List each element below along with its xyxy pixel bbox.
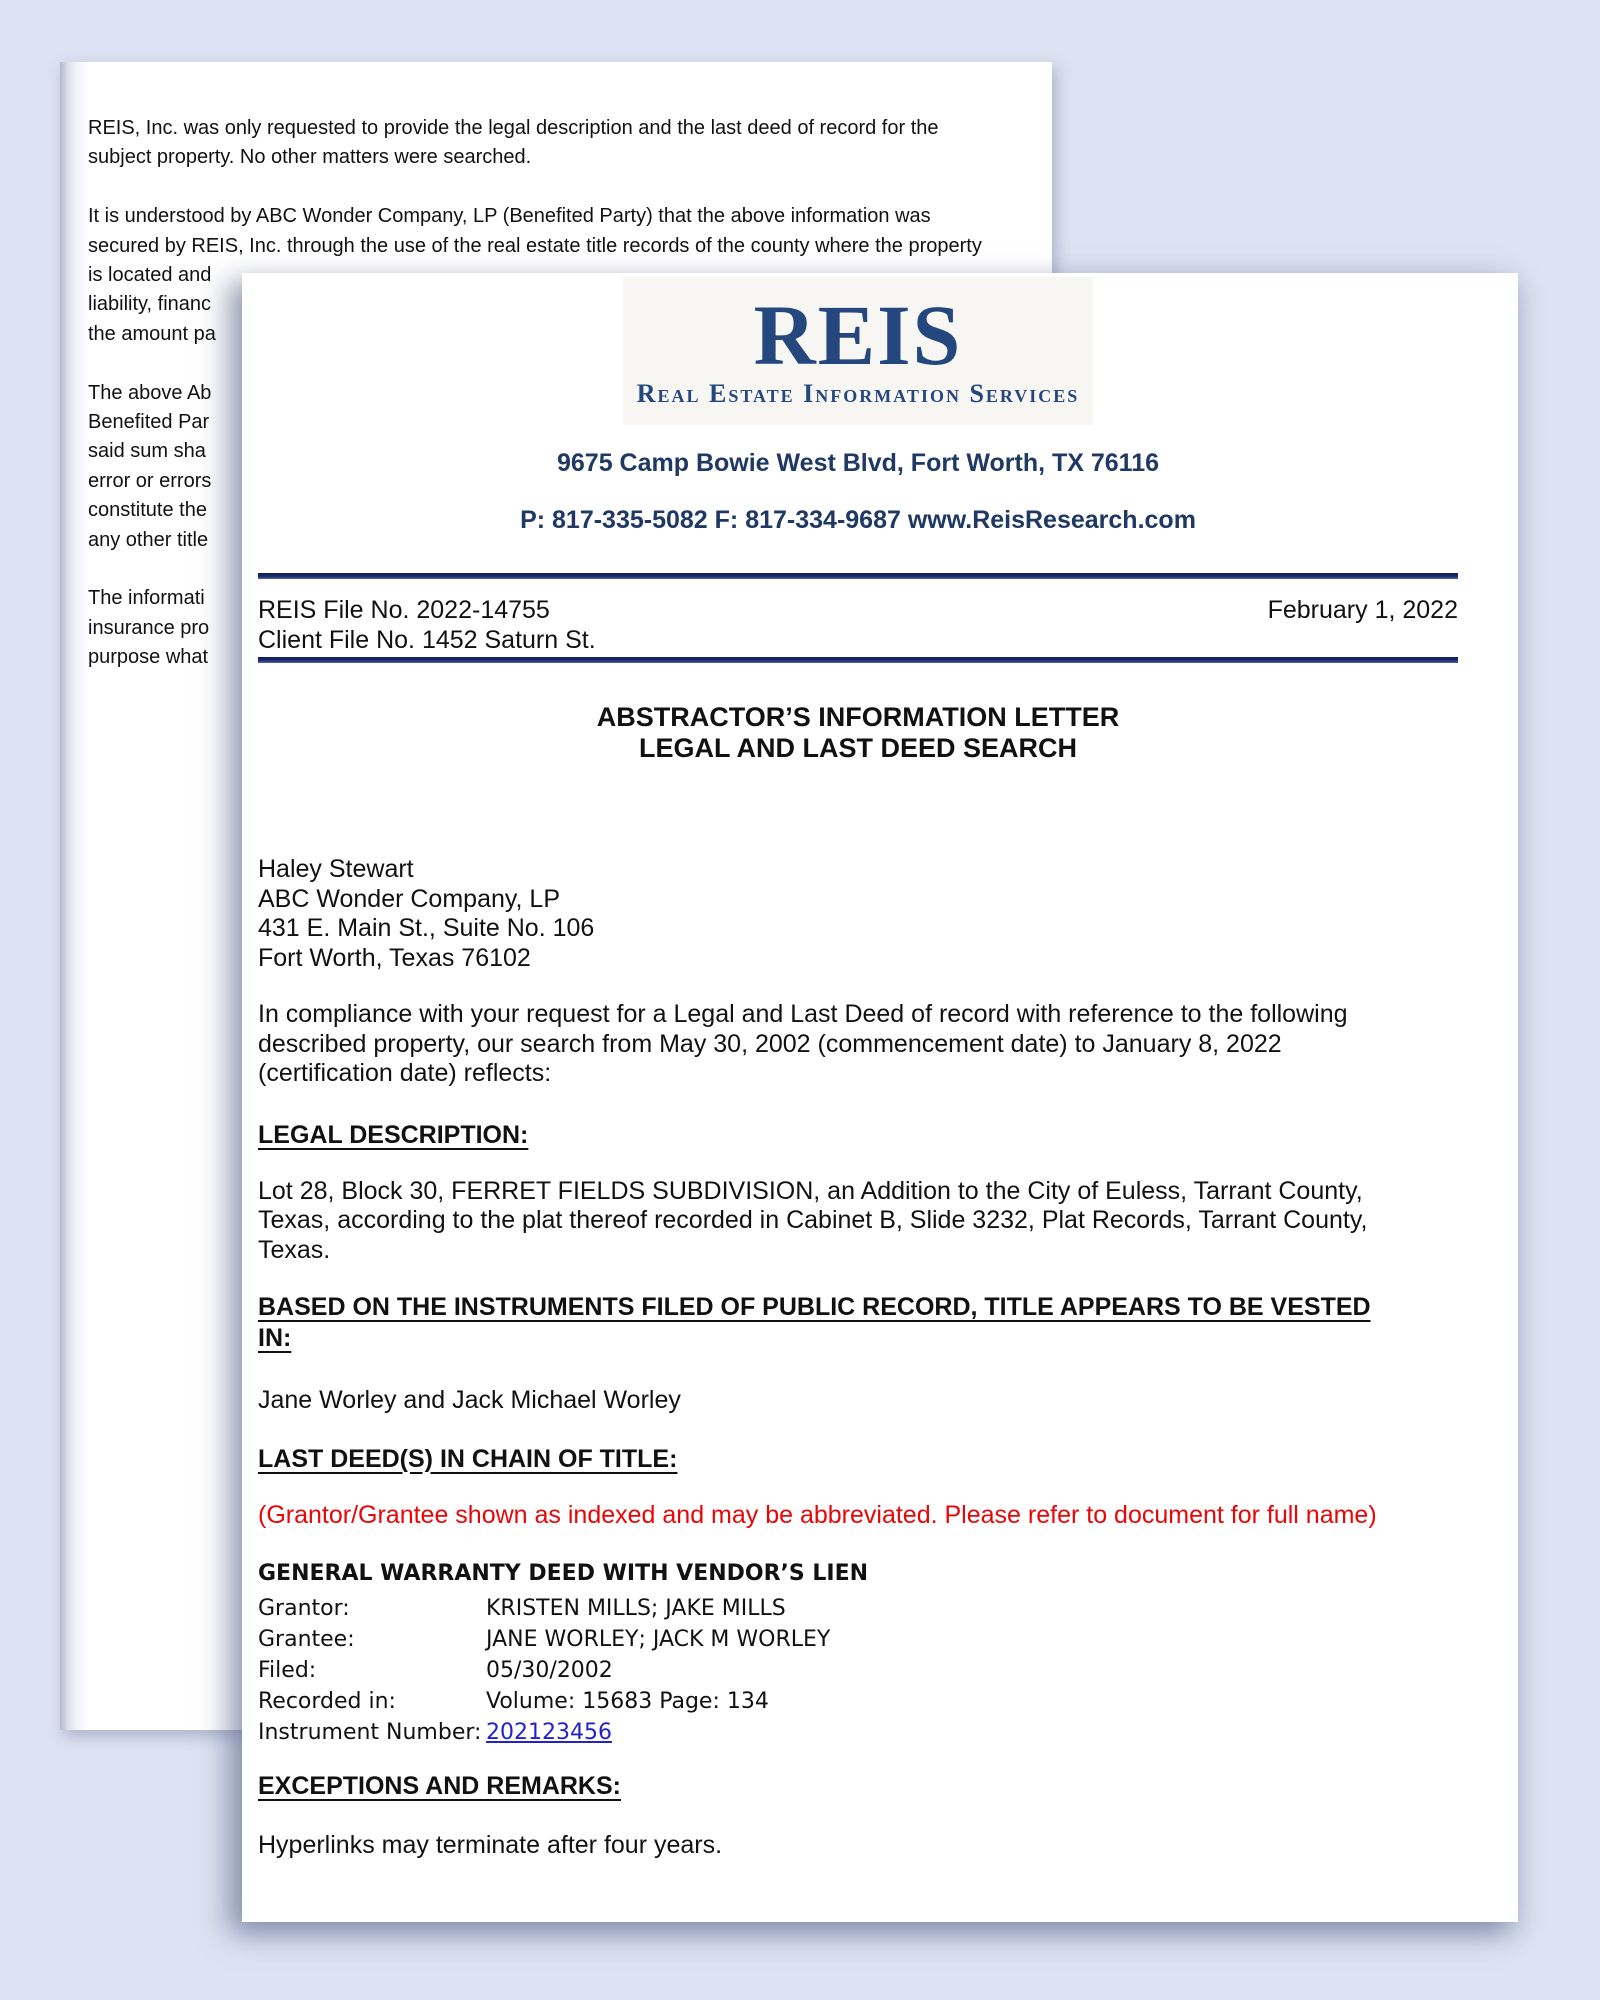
letter-date: February 1, 2022 [1267, 596, 1458, 624]
deed-row-recorded-in [258, 1686, 1458, 1717]
legal-description-paragraph [258, 1177, 1458, 1266]
letter-title-line2: LEGAL AND LAST DEED SEARCH [638, 733, 1078, 763]
deed-row-instrument-number [258, 1717, 1458, 1748]
deed-row-grantee [258, 1624, 1458, 1655]
letter-title-line1: ABSTRACTOR’S INFORMATION LETTER [596, 702, 1120, 732]
client-file-number: Client File No. 1452 Saturn St. [258, 626, 596, 654]
text-line: insurance pro [88, 616, 210, 639]
deed-label: Instrument Number: [258, 1720, 482, 1745]
vested-in-heading [258, 1292, 1458, 1353]
deed-value: JANE WORLEY; JACK M WORLEY [486, 1627, 831, 1652]
text-line: The informati [88, 587, 205, 610]
text-line: The above Ab [88, 381, 212, 404]
file-info-row [258, 595, 1458, 655]
reis-logo-subtitle: Real Estate Information Services [636, 379, 1080, 408]
text-line: constitute the [88, 499, 207, 522]
deed-title: GENERAL WARRANTY DEED WITH VENDOR’S LIEN [258, 1561, 869, 1586]
text-line: described property, our search from May 30, 2002 (commencement date) to January 8, 2022 [258, 1029, 1282, 1058]
deed-value: Volume: 15683 Page: 134 [486, 1689, 769, 1714]
deed-row-filed [258, 1655, 1458, 1686]
text-line: purpose what [88, 646, 209, 669]
text-line: subject property. No other matters were searched. [88, 146, 532, 169]
recipient-city: Fort Worth, Texas 76102 [258, 943, 531, 972]
text-line: (certification date) reflects: [258, 1059, 552, 1087]
text-line: Benefited Par [88, 411, 210, 434]
deed-label: Recorded in: [258, 1689, 396, 1714]
deed-value: KRISTEN MILLS; JAKE MILLS [486, 1596, 786, 1621]
reis-logo-wordmark: REIS [753, 287, 963, 383]
deed-value: 05/30/2002 [486, 1658, 613, 1683]
horizontal-rule-top [258, 573, 1458, 579]
deed-value [486, 1717, 1458, 1748]
text-line: secured by REIS, Inc. through the use of the real estate title records of the county where the property [88, 234, 982, 257]
text-line: the amount pa [88, 322, 216, 345]
deed-label: Grantor: [258, 1596, 350, 1621]
text-line: Texas, according to the plat thereof recorded in Cabinet B, Slide 3232, Plat Records, Tarrant County, [258, 1206, 1368, 1234]
letter-content [258, 273, 1458, 1861]
file-numbers [258, 595, 596, 655]
text-line: liability, financ [88, 293, 212, 316]
exceptions-text: Hyperlinks may terminate after four years. [258, 1831, 723, 1859]
text-line: It is understood by ABC Wonder Company, LP (Benefited Party) that the above information was [88, 205, 931, 228]
text-line: Lot 28, Block 30, FERRET FIELDS SUBDIVISION, an Addition to the City of Euless, Tarrant County, [258, 1176, 1363, 1205]
intro-paragraph [258, 1000, 1458, 1089]
text-line: error or errors [88, 469, 212, 492]
deed-row-grantor [258, 1593, 1458, 1624]
reis-logo [623, 277, 1093, 425]
letterhead-address: 9675 Camp Bowie West Blvd, Fort Worth, TX 76116 [556, 449, 1160, 477]
legal-description-heading: LEGAL DESCRIPTION: [258, 1120, 529, 1149]
vested-owner-names: Jane Worley and Jack Michael Worley [258, 1386, 681, 1414]
text-line: Texas. [258, 1235, 331, 1264]
letter-title [258, 702, 1458, 764]
deed-record-block [258, 1559, 1458, 1748]
vested-in-heading-line1: BASED ON THE INSTRUMENTS FILED OF PUBLIC RECORD, TITLE APPEARS TO BE VESTED [258, 1293, 1371, 1321]
grantor-grantee-disclaimer: (Grantor/Grantee shown as indexed and may be abbreviated. Please refer to document for full name) [258, 1500, 1377, 1529]
deed-label: Filed: [258, 1658, 317, 1683]
instrument-number-link[interactable]: 202123456 [486, 1720, 612, 1745]
recipient-address-block [258, 855, 1458, 973]
deed-label: Grantee: [258, 1627, 355, 1652]
last-deeds-heading: LAST DEED(S) IN CHAIN OF TITLE: [258, 1444, 678, 1473]
horizontal-rule-bottom [258, 657, 1458, 663]
text-line: In compliance with your request for a Legal and Last Deed of record with reference to the following [258, 1000, 1348, 1028]
vested-in-heading-line2: IN: [258, 1323, 292, 1352]
recipient-name: Haley Stewart [258, 855, 414, 883]
reis-file-number: REIS File No. 2022-14755 [258, 596, 550, 624]
text-line: is located and [88, 264, 212, 287]
letterhead-contact: P: 817-335-5082 F: 817-334-9687 www.ReisResearch.com [520, 506, 1196, 534]
text-line: any other title [88, 528, 209, 551]
front-page [242, 273, 1518, 1922]
text-line: said sum sha [88, 440, 206, 463]
exceptions-heading: EXCEPTIONS AND REMARKS: [258, 1772, 621, 1800]
recipient-company: ABC Wonder Company, LP [258, 884, 560, 913]
back-paragraph [88, 114, 1038, 173]
recipient-street: 431 E. Main St., Suite No. 106 [258, 914, 595, 942]
text-line: REIS, Inc. was only requested to provide the legal description and the last deed of record for the [88, 117, 939, 139]
